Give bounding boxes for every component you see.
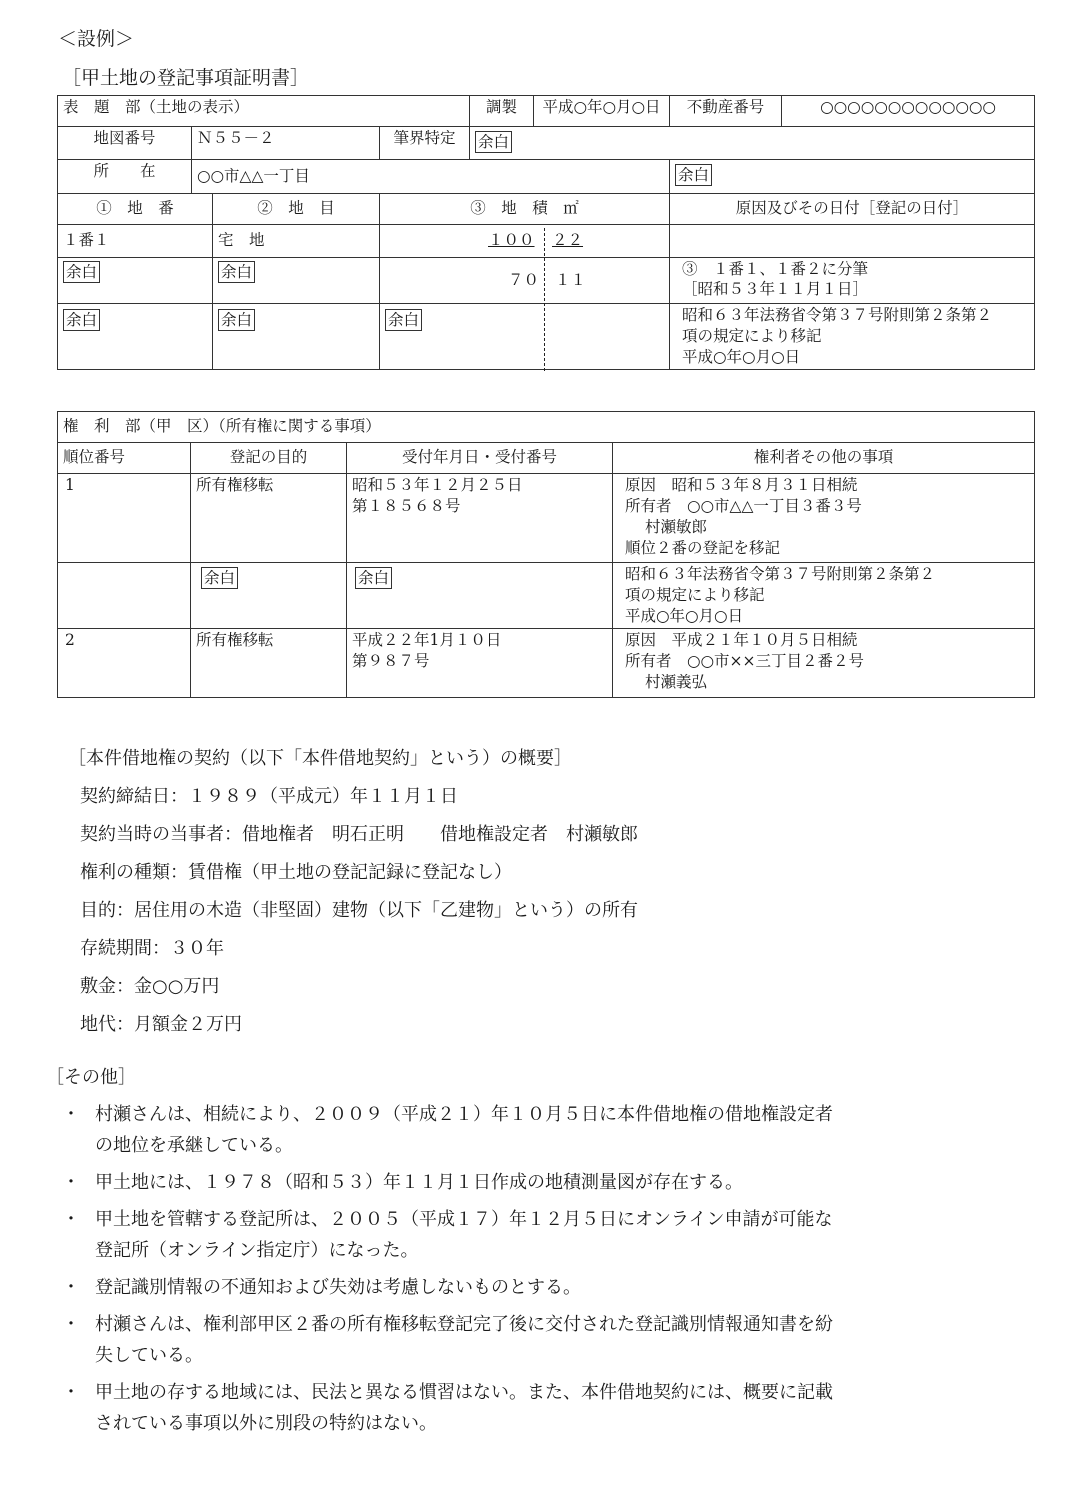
row3-genin-line: 平成○年○月○日 xyxy=(682,348,801,366)
row3-chiban xyxy=(58,304,213,370)
r2-mokuteki xyxy=(191,563,347,629)
row2-genin-line: ③ １番１、１番２に分筆 xyxy=(682,260,869,278)
yohaku-box: 余白 xyxy=(355,567,392,589)
row3-genin-line: 昭和６３年法務省令第３７号附則第２条第２ xyxy=(682,306,993,324)
yohaku-box: 余白 xyxy=(201,567,238,589)
row3-genin-line: 項の規定により移記 xyxy=(682,327,822,345)
r3-juni: 2 xyxy=(58,629,191,698)
contract-line: 存続期間：３０年 xyxy=(80,938,224,959)
r3-k-line: 村瀬義弘 xyxy=(645,673,708,691)
contract-line: 権利の種類：賃借権（甲土地の登記記録に登記なし） xyxy=(80,862,512,883)
other-item-line: されている事項以外に別段の特約はない。 xyxy=(95,1413,437,1434)
col-uketsuke: 受付年月日・受付番号 xyxy=(347,443,613,474)
bullet: ・ xyxy=(62,1277,80,1298)
yohaku-box: 余白 xyxy=(63,261,100,283)
row1-chiseki xyxy=(380,225,670,258)
r3-kenrisha xyxy=(613,629,1035,698)
chosei-value: 平成○年○月○日 xyxy=(534,96,670,127)
row3-chiseki xyxy=(380,304,670,370)
bullet: ・ xyxy=(62,1382,80,1403)
col-chimoku: ② 地 目 xyxy=(213,194,380,225)
fudosan-label: 不動産番号 xyxy=(670,96,782,127)
contract-line: 契約締結日：１９８９（平成元）年１１月１日 xyxy=(80,786,458,807)
yohaku-box: 余白 xyxy=(63,309,100,331)
contract-line: 目的：居住用の木造（非堅固）建物（以下「乙建物」という）の所有 xyxy=(80,900,638,921)
row2-chiseki xyxy=(380,258,670,304)
yohaku-box: 余白 xyxy=(385,309,422,331)
yohaku-box: 余白 xyxy=(218,309,255,331)
col-juni: 順位番号 xyxy=(58,443,191,474)
other-item-line: 登記識別情報の不通知および失効は考慮しないものとする。 xyxy=(95,1277,581,1298)
shozai-label: 所 在 xyxy=(58,160,192,194)
r3-mokuteki: 所有権移転 xyxy=(191,629,347,698)
r2-k-line: 昭和６３年法務省令第３７号附則第２条第２ xyxy=(625,565,936,583)
col-genin: 原因及びその日付［登記の日付］ xyxy=(670,194,1035,225)
other-item-line: 甲土地の存する地域には、民法と異なる慣習はない。また、本件借地契約には、概要に記載 xyxy=(95,1382,833,1403)
r3-uketsuke xyxy=(347,629,613,698)
hikkai-value xyxy=(470,127,1035,160)
other-item xyxy=(62,1167,833,1198)
other-list xyxy=(62,1099,833,1439)
hyodai-table xyxy=(57,95,1035,370)
bullet: ・ xyxy=(62,1209,80,1230)
r1-juni: 1 xyxy=(58,474,191,563)
contract-line: 契約当時の当事者：借地権者 明石正明 借地権設定者 村瀬敏郎 xyxy=(80,824,638,845)
r1-k-line: 所有者 ○○市△△一丁目３番３号 xyxy=(625,497,862,515)
col-mokuteki: 登記の目的 xyxy=(191,443,347,474)
r3-uke-line: 平成２２年1月１０日 xyxy=(352,631,502,649)
row3-chimoku xyxy=(213,304,380,370)
yohaku-box: 余白 xyxy=(675,164,712,186)
row1-chiseki-dec: ２２ xyxy=(552,231,584,249)
other-item-line: 登記所（オンライン指定庁）になった。 xyxy=(95,1240,419,1261)
other-item xyxy=(62,1204,833,1266)
contract-title: ［本件借地権の契約（以下「本件借地契約」という）の概要］ xyxy=(68,748,572,769)
yohaku-box: 余白 xyxy=(218,261,255,283)
col-kenrisha: 権利者その他の事項 xyxy=(613,443,1035,474)
col-chiban: ① 地 番 xyxy=(58,194,213,225)
chosei-label: 調製 xyxy=(470,96,534,127)
contract-lines xyxy=(80,778,638,1044)
row2-chiban xyxy=(58,258,213,304)
other-item-line: 村瀬さんは、権利部甲区２番の所有権移転登記完了後に交付された登記識別情報通知書を紛 xyxy=(95,1314,833,1335)
other-item-line: 村瀬さんは、相続により、２００９（平成２１）年１０月５日に本件借地権の借地権設定者 xyxy=(95,1104,833,1125)
r1-uke-line: 昭和５３年１２月２５日 xyxy=(352,476,523,494)
contract-line: 敷金：金○○万円 xyxy=(80,976,220,997)
kenri-section-label: 権 利 部（甲 区）（所有権に関する事項） xyxy=(58,412,1035,443)
bullet: ・ xyxy=(62,1104,80,1125)
certificate-title: ［甲土地の登記事項証明書］ xyxy=(62,67,310,89)
other-item-line: の地位を承継している。 xyxy=(95,1135,293,1156)
row1-chimoku: 宅 地 xyxy=(213,225,380,258)
row2-genin xyxy=(670,258,1035,304)
r2-kenrisha xyxy=(613,563,1035,629)
hyodai-section-label: 表 題 部（土地の表示） xyxy=(58,96,470,127)
row2-genin-line: ［昭和５３年１１月１日］ xyxy=(682,280,869,298)
r1-k-line: 順位２番の登記を移記 xyxy=(625,539,781,557)
r2-juni xyxy=(58,563,191,629)
chizu-label: 地図番号 xyxy=(58,127,192,160)
shozai-value: ○○市△△一丁目 xyxy=(192,160,670,194)
heading: ＜設例＞ xyxy=(58,28,135,50)
bullet: ・ xyxy=(62,1314,80,1335)
other-item-line: 甲土地には、１９７８（昭和５３）年１１月１日作成の地積測量図が存在する。 xyxy=(95,1172,743,1193)
col-chiseki: ③ 地 積 ㎡ xyxy=(380,194,670,225)
r1-kenrisha xyxy=(613,474,1035,563)
row3-genin xyxy=(670,304,1035,370)
r3-uke-line: 第９８７号 xyxy=(352,652,430,670)
yohaku-box: 余白 xyxy=(475,131,512,153)
kenri-table xyxy=(57,411,1035,698)
r2-k-line: 項の規定により移記 xyxy=(625,586,765,604)
r3-k-line: 原因 平成２１年１０月５日相続 xyxy=(625,631,858,649)
other-item-line: 失している。 xyxy=(95,1345,203,1366)
chizu-value: Ｎ５５－２ xyxy=(192,127,380,160)
decimal-divider xyxy=(544,228,545,371)
other-title: ［その他］ xyxy=(46,1067,136,1088)
row2-chimoku xyxy=(213,258,380,304)
r1-uketsuke xyxy=(347,474,613,563)
other-item-line: 甲土地を管轄する登記所は、２００５（平成１７）年１２月５日にオンライン申請が可能な xyxy=(95,1209,833,1230)
other-item xyxy=(62,1377,833,1439)
row2-chiseki-dec: １１ xyxy=(555,271,587,289)
row1-chiban: １番１ xyxy=(58,225,213,258)
row1-chiseki-int: １００ xyxy=(488,231,535,249)
other-item xyxy=(62,1309,833,1371)
r1-k-line: 原因 昭和５３年８月３１日相続 xyxy=(625,476,858,494)
contract-line: 地代：月額金２万円 xyxy=(80,1014,242,1035)
fudosan-value: ○○○○○○○○○○○○○ xyxy=(782,96,1035,127)
row2-chiseki-int: ７０ xyxy=(508,271,540,289)
r3-k-line: 所有者 ○○市××三丁目２番２号 xyxy=(625,652,865,670)
shozai-yohaku xyxy=(670,160,1035,194)
r2-k-line: 平成○年○月○日 xyxy=(625,607,744,625)
other-item xyxy=(62,1099,833,1161)
other-item xyxy=(62,1272,833,1303)
r1-k-line: 村瀬敏郎 xyxy=(645,518,708,536)
hikkai-label: 筆界特定 xyxy=(380,127,470,160)
bullet: ・ xyxy=(62,1172,80,1193)
r1-uke-line: 第１８５６８号 xyxy=(352,497,461,515)
r1-mokuteki: 所有権移転 xyxy=(191,474,347,563)
r2-uketsuke xyxy=(347,563,613,629)
row1-genin xyxy=(670,225,1035,258)
